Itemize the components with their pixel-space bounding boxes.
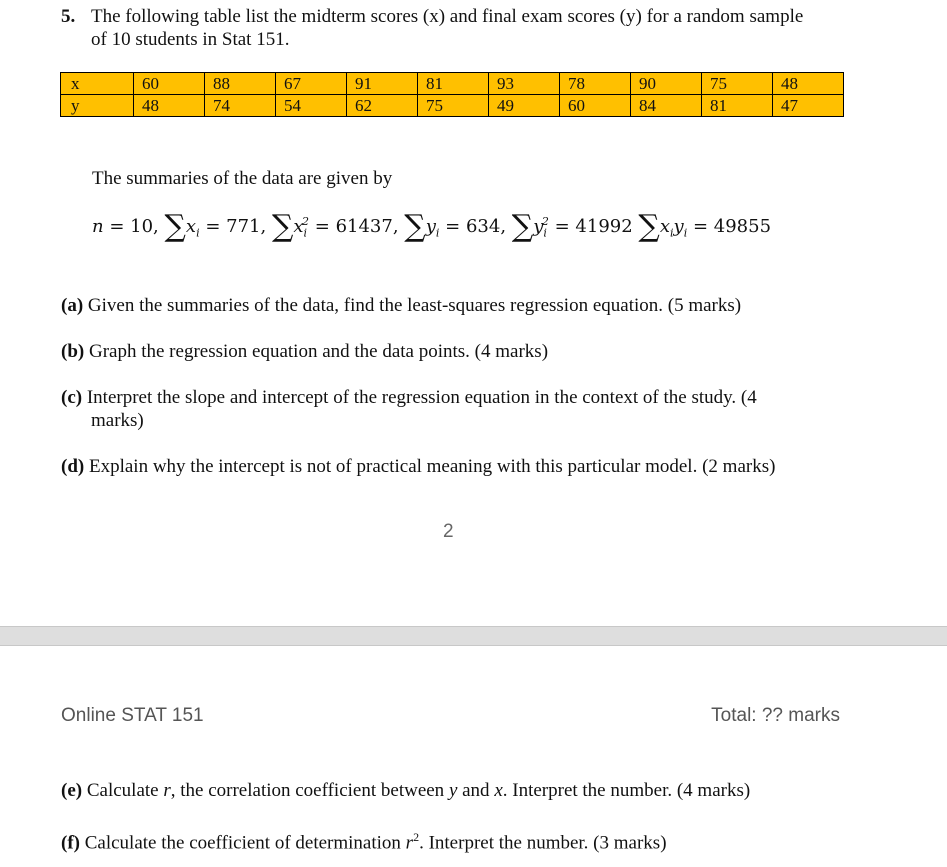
part-f-pre: Calculate the coefficient of determination [84,832,406,854]
part-d [61,455,821,478]
table-cell: 62 [347,95,418,117]
table-cell: 49 [489,95,560,117]
summaries-title: The summaries of the data are given by [92,168,393,189]
sigma-symbol: ∑ [271,209,294,244]
sigma-symbol: ∑ [164,209,186,244]
table-cell: 60 [134,73,205,95]
table-cell: 74 [205,95,276,117]
table-cell: 88 [205,73,276,95]
n-value: 10 [130,216,154,237]
sum-y-value: 634 [465,216,501,237]
table-cell: 93 [489,73,560,95]
part-b-tag: (b) [61,341,85,362]
scores-table [60,72,844,117]
question-number: 5. [61,6,76,27]
part-d-text: Explain why the intercept is not of practical meaning with this particular model. (2 marks) [88,456,776,477]
table-cell: 60 [560,95,631,117]
question-text-line2: of 10 students in Stat 151. [91,29,290,50]
table-cell: 75 [418,95,489,117]
part-f-tag: (f) [61,832,80,854]
page-break-divider [0,626,947,646]
table-cell: 54 [276,95,347,117]
table-cell: 75 [702,73,773,95]
sum-x2-value: 61437 [335,216,393,237]
part-e-mid: and [457,780,495,801]
part-c [61,386,821,432]
part-d-tag: (d) [61,456,85,477]
table-cell: 78 [560,73,631,95]
part-e-end: . Interpret the number. (4 marks) [502,780,751,801]
part-f-end: . Interpret the number. (3 marks) [419,832,667,854]
table-row-y [61,95,844,117]
part-e-tag: (e) [61,780,83,801]
question-text-line1: The following table list the midterm scores (x) and final exam scores (y) for a random sample [91,6,804,27]
table-cell: 81 [418,73,489,95]
row-label-x: x [61,73,134,95]
summary-formula: n = 10, $\sum x_i = 771$, $\sum x_i^2 = 61437$, $\sum y_i = 634$, $\sum y_i^2 = 41992$ $\sum x_iy_i = 49855$ [92,209,772,244]
sigma-symbol: ∑ [638,209,660,244]
table-cell: 91 [347,73,418,95]
part-e-var-r: r [163,780,171,801]
sigma-symbol: ∑ [511,209,534,244]
sum-x-value: 771 [226,216,261,237]
footer-total-marks: Total: ?? marks [711,705,840,726]
part-a-tag: (a) [61,295,84,316]
footer-course-label: Online STAT 151 [61,705,204,726]
part-c-text-line1: Interpret the slope and intercept of the regression equation in the context of the study. (4 [86,387,757,408]
part-f-var-r: r [405,832,414,854]
sigma-symbol: ∑ [404,209,426,244]
part-b-text: Graph the regression equation and the data points. (4 marks) [88,341,549,362]
part-e-var-y: y [448,780,458,801]
table-row-x [61,73,844,95]
part-a [61,294,821,317]
table-cell: 47 [773,95,844,117]
part-a-text: Given the summaries of the data, find the least-squares regression equation. (5 marks) [87,295,742,316]
table-cell: 67 [276,73,347,95]
part-c-text-line2: marks) [91,410,144,431]
table-cell: 84 [631,95,702,117]
row-label-y: y [61,95,134,117]
sum-y2-value: 41992 [575,216,633,237]
part-f-sup: 2 [413,830,420,844]
sum-xy-value: 49855 [713,216,772,237]
table-cell: 90 [631,73,702,95]
page-number: 2 [443,521,454,542]
part-e [61,779,821,802]
question-header [61,5,861,51]
table-cell: 48 [134,95,205,117]
part-b [61,340,821,363]
part-e-pre: Calculate [86,780,164,801]
part-e-var-x: x [494,780,503,801]
part-e-post: , the correlation coefficient between [170,780,449,801]
part-f [61,826,821,854]
part-c-tag: (c) [61,387,83,408]
table-cell: 48 [773,73,844,95]
table-cell: 81 [702,95,773,117]
